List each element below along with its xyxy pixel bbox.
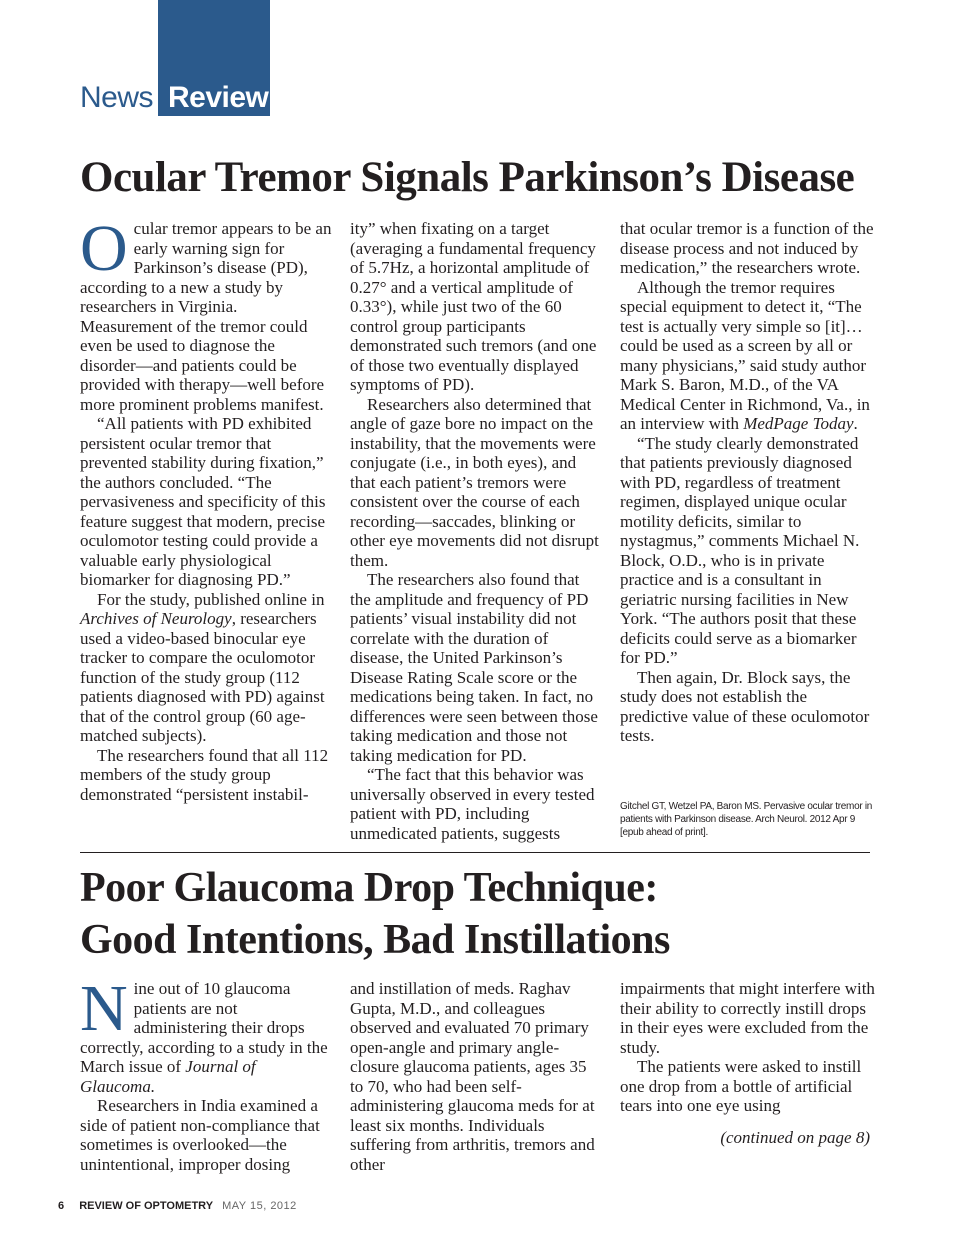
article1-paragraph: “The fact that this behavior was universally observed in every tested patient with PD, including unmedicated patients, suggests [350, 765, 595, 843]
article2-headline-line1: Poor Glaucoma Drop Technique: [80, 865, 658, 911]
article2-paragraph: and instillation of meds. Raghav Gupta, M.D., and colleagues observed and evaluated 70 primary open-angle and primary angle-closure glaucoma patients, ages 35 to 70, who had been self-administering glaucoma meds for at least six months. Individuals suffering from arthritis, tremors and other [350, 979, 595, 1174]
article1-column-2 [350, 219, 602, 843]
magazine-title: REVIEW OF OPTOMETRY [79, 1200, 214, 1212]
article1-paragraph: “The study clearly demonstrated that patients previously diagnosed with PD, regardless of treatment regimen, displayed unique ocular motility deficits, similar to nystagmus,” comments Michael N. Block, O.D., who is in private practice and is a consultant in geriatric nursing facilities in New York. “The authors posit that these deficits could serve as a biomarker for PD.” [620, 433, 860, 667]
page-footer [58, 1198, 297, 1214]
article2-dropcap: N [80, 972, 128, 1045]
article1-text: , researchers used a video-based binocular eye tracker to compare the oculomotor function of the study group (112 patients diagnosed with PD) against that of the control group (60 age-matched subjects). [80, 609, 325, 745]
article2-paragraph: The patients were asked to instill one drop from a bottle of artificial tears into one eye using [620, 1057, 862, 1115]
article1-column-1 [80, 212, 332, 804]
publication-name: MedPage Today [743, 414, 854, 433]
issue-date: MAY 15, 2012 [222, 1200, 297, 1212]
article2-column-3 [620, 979, 876, 1116]
article2-paragraph: impairments that might interfere with their ability to correctly instill drops in their eyes were excluded from the study. [620, 979, 875, 1057]
article1-paragraph: The researchers also found that the amplitude and frequency of PD patients’ visual instability did not correlate with the duration of disease, the United Parkinson’s Disease Rating Scale score or the medications being taken. In fact, no differences were seen between those taking medication and those not taking medication for PD. [350, 570, 598, 765]
page-number: 6 [58, 1200, 65, 1212]
article1-citation: Gitchel GT, Wetzel PA, Baron MS. Pervasive ocular tremor in patients with Parkinson disease. Arch Neurol. 2012 Apr 9 [epub ahead of print]. [620, 801, 873, 838]
article2-headline [80, 862, 670, 966]
section-label-review: Review [168, 81, 269, 114]
article2-column-1 [80, 972, 332, 1174]
article2-paragraph [80, 972, 332, 1096]
article1-text: cular tremor appears to be an early warning sign for Parkinson’s disease (PD), according to a new a study by researchers in Virginia. Measurement of the tremor could even be used to diagnose the disorder—and patients could be provided with therapy—well before more prominent problems manifest. [80, 219, 332, 414]
article1-column-3 [620, 219, 876, 746]
continued-on-page-link[interactable]: (continued on page 8) [720, 1128, 870, 1147]
journal-name: Journal of Glaucoma. [80, 1057, 256, 1096]
article1-text: . [853, 414, 858, 433]
article2-paragraph: Researchers in India examined a side of patient non-compliance that sometimes is overlooked—the unintentional, improper dosing [80, 1096, 320, 1174]
article1-paragraph: Researchers also determined that angle of gaze bore no impact on the instability, that the movements were conjugate (i.e., in both eyes), and that each patient’s tremors were consistent over the course of each recording—saccades, blinking or other eye movements did not disrupt them. [350, 394, 599, 570]
article1-paragraph: Then again, Dr. Block says, the study does not establish the predictive value of these oculomotor tests. [620, 667, 870, 745]
article1-paragraph [80, 590, 332, 746]
article1-paragraph: that ocular tremor is a function of the disease process and not induced by medication,” the researchers wrote. [620, 219, 874, 277]
article1-paragraph: The researchers found that all 112 members of the study group demonstrated “persistent instabil- [80, 745, 329, 804]
article1-paragraph [80, 212, 332, 414]
article1-headline: Ocular Tremor Signals Parkinson’s Disease [80, 154, 855, 201]
journal-name: Archives of Neurology [80, 609, 232, 628]
article2-text: ine out of 10 glaucoma patients are not administering their drops correctly, according to a study in the March issue of [80, 979, 328, 1076]
section-kicker [80, 80, 269, 116]
article1-text: For the study, published online in [97, 589, 325, 609]
article1-text: Although the tremor requires special equipment to detect it, “The test is actually very simple so [it]…could be used as a screen by all or many physicians,” said study author Mark S. Baron, M.D., of the VA Medical Center in Richmond, Va., in an interview with [620, 277, 870, 433]
article1-paragraph: “All patients with PD exhibited persistent ocular tremor that prevented stability during fixation,” the authors concluded. “The pervasiveness and specificity of this feature suggest that modern, precise oculomotor testing could provide a valuable early physiological biomarker for diagnosing PD.” [80, 414, 326, 589]
article2-headline-line2: Good Intentions, Bad Instillations [80, 917, 670, 963]
article1-paragraph: ity” when fixating on a target (averaging a fundamental frequency of 5.7Hz, a horizontal amplitude of 0.27° and a vertical amplitude of 0.33°), while just two of the 60 control group participants demonstrated such tremors (and one of those two eventually displayed symptoms of PD). [350, 219, 597, 394]
article1-dropcap: O [80, 212, 128, 285]
section-label-news: News [80, 81, 154, 114]
article-divider [80, 852, 870, 853]
article2-column-2 [350, 979, 602, 1174]
article1-paragraph [620, 278, 876, 434]
